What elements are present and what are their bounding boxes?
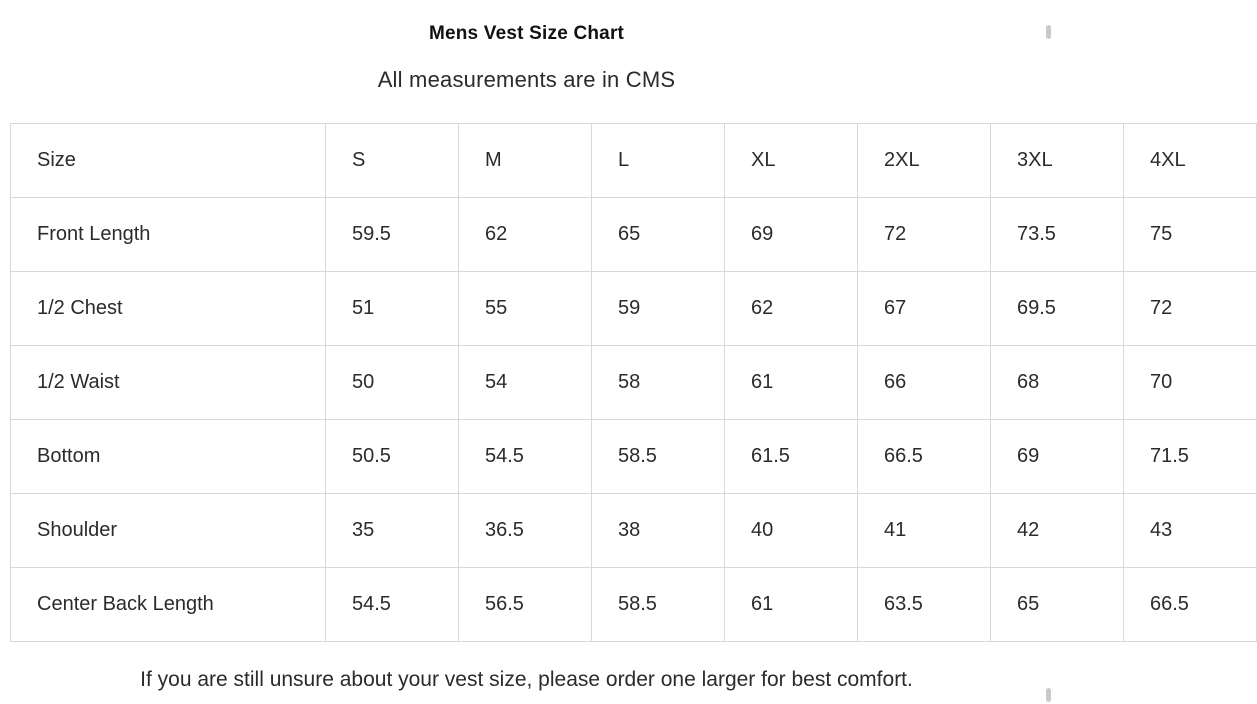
- table-cell-value: 69: [725, 198, 858, 272]
- table-cell-value: 71.5: [1124, 420, 1257, 494]
- table-cell-value: 59: [592, 272, 725, 346]
- table-cell-value: 75: [1124, 198, 1257, 272]
- scrollbar-top-marker[interactable]: [1046, 25, 1051, 39]
- table-cell-label: 1/2 Waist: [11, 346, 326, 420]
- size-chart-page: [0, 23, 1189, 704]
- size-chart-table-wrapper: [0, 123, 1189, 642]
- table-cell-value: 36.5: [459, 494, 592, 568]
- table-cell-value: 65: [592, 198, 725, 272]
- table-cell-value: 67: [858, 272, 991, 346]
- table-header-cell: L: [592, 124, 725, 198]
- table-cell-value: 40: [725, 494, 858, 568]
- table-cell-value: 58.5: [592, 568, 725, 642]
- table-cell-value: 62: [725, 272, 858, 346]
- table-cell-value: 51: [326, 272, 459, 346]
- table-header-row: [11, 124, 1257, 198]
- table-cell-value: 61: [725, 346, 858, 420]
- table-cell-value: 35: [326, 494, 459, 568]
- page-title: Mens Vest Size Chart: [428, 23, 625, 44]
- table-cell-value: 50: [326, 346, 459, 420]
- table-header-cell: M: [459, 124, 592, 198]
- size-chart-table: [10, 123, 1257, 642]
- table-cell-value: 72: [1124, 272, 1257, 346]
- table-cell-value: 61.5: [725, 420, 858, 494]
- table-header-cell: 2XL: [858, 124, 991, 198]
- table-cell-value: 66: [858, 346, 991, 420]
- table-row: [11, 420, 1257, 494]
- table-cell-value: 70: [1124, 346, 1257, 420]
- table-cell-value: 66.5: [1124, 568, 1257, 642]
- table-cell-value: 55: [459, 272, 592, 346]
- table-header-cell: XL: [725, 124, 858, 198]
- table-row: [11, 568, 1257, 642]
- table-cell-value: 72: [858, 198, 991, 272]
- table-cell-value: 50.5: [326, 420, 459, 494]
- table-cell-value: 58.5: [592, 420, 725, 494]
- table-cell-value: 56.5: [459, 568, 592, 642]
- table-row: [11, 494, 1257, 568]
- table-cell-value: 41: [858, 494, 991, 568]
- table-cell-value: 63.5: [858, 568, 991, 642]
- table-row: [11, 346, 1257, 420]
- table-cell-label: Front Length: [11, 198, 326, 272]
- table-header-cell: 3XL: [991, 124, 1124, 198]
- table-cell-value: 59.5: [326, 198, 459, 272]
- table-cell-value: 43: [1124, 494, 1257, 568]
- table-cell-value: 54.5: [326, 568, 459, 642]
- table-row: [11, 198, 1257, 272]
- table-cell-value: 38: [592, 494, 725, 568]
- table-cell-value: 69.5: [991, 272, 1124, 346]
- table-cell-label: Shoulder: [11, 494, 326, 568]
- table-cell-value: 42: [991, 494, 1124, 568]
- table-cell-value: 58: [592, 346, 725, 420]
- table-header-cell: Size: [11, 124, 326, 198]
- table-cell-value: 65: [991, 568, 1124, 642]
- table-cell-value: 54: [459, 346, 592, 420]
- table-cell-value: 69: [991, 420, 1124, 494]
- table-cell-value: 68: [991, 346, 1124, 420]
- table-cell-label: 1/2 Chest: [11, 272, 326, 346]
- measurement-units-note: All measurements are in CMS: [377, 67, 676, 92]
- table-cell-label: Center Back Length: [11, 568, 326, 642]
- table-cell-value: 66.5: [858, 420, 991, 494]
- table-cell-value: 62: [459, 198, 592, 272]
- table-cell-value: 61: [725, 568, 858, 642]
- sizing-footnote: If you are still unsure about your vest size, please order one larger for best comfort.: [140, 668, 913, 691]
- table-header-cell: S: [326, 124, 459, 198]
- table-header-cell: 4XL: [1124, 124, 1257, 198]
- table-cell-value: 54.5: [459, 420, 592, 494]
- table-row: [11, 272, 1257, 346]
- table-cell-value: 73.5: [991, 198, 1124, 272]
- table-cell-label: Bottom: [11, 420, 326, 494]
